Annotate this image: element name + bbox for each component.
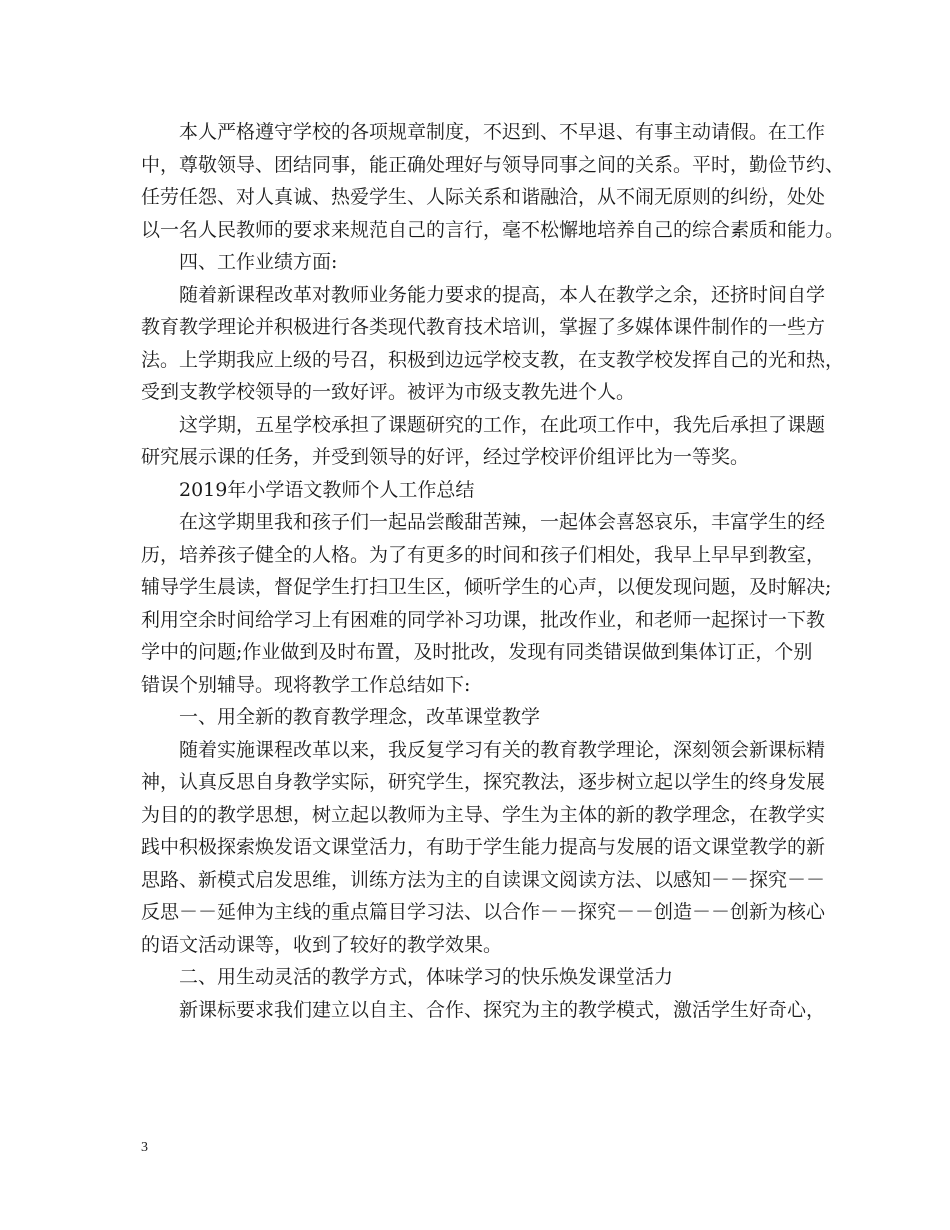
section-heading: 二、用生动灵活的教学方式，体味学习的快乐焕发课堂活力 [141,966,674,988]
section-heading: 四、工作业绩方面: [141,251,338,273]
text-line: 在这学期里我和孩子们一起品尝酸甜苦辣，一起体会喜怒哀乐，丰富学生的经 [141,511,826,533]
text-line: 中，尊敬领导、团结同事，能正确处理好与领导同事之间的关系。平时，勤俭节约、 [141,153,845,176]
text-line: 这学期，五星学校承担了课题研究的工作，在此项工作中，我先后承担了课题 [141,413,826,436]
text-line: 的语文活动课等，收到了较好的教学效果。 [141,933,503,956]
text-line: 受到支教学校领导的一致好评。被评为市级支教先进个人。 [141,381,636,403]
text-line: 本人严格遵守学校的各项规章制度，不迟到、不早退、有事主动请假。在工作 [141,121,826,143]
text-line: 学中的问题;作业做到及时布置，及时批改，发现有同类错误做到集体订正，个别 [141,641,813,663]
text-line: 研究展示课的任务，并受到领导的好评，经过学校评价组评比为一等奖。 [141,446,750,468]
text-line: 随着新课程改革对教师业务能力要求的提高，本人在教学之余，还挤时间自学 [141,283,826,306]
text-line: 为目的的教学思想，树立起以教师为主导、学生为主体的新的教学理念，在教学实 [141,803,826,826]
text-line: 随着实施课程改革以来，我反复学习有关的教育教学理论，深刻领会新课标精 [141,738,826,761]
text-line: 辅导学生晨读，督促学生打扫卫生区，倾听学生的心声，以便发现问题，及时解决; [141,576,832,598]
text-line: 历，培养孩子健全的人格。为了有更多的时间和孩子们相处，我早上早早到教室， [141,543,826,566]
document-title: 2019年小学语文教师个人工作总结 [141,478,475,501]
text-line: 践中积极探索焕发语文课堂活力，有助于学生能力提高与发展的语文课堂教学的新 [141,836,826,858]
page-number: 3 [141,1140,148,1155]
document-body [141,116,845,1026]
body-text [141,116,845,1026]
text-line: 新课标要求我们建立以自主、合作、探究为主的教学模式，激活学生好奇心， [141,998,826,1021]
text-line: 任劳任怨、对人真诚、热爱学生、人际关系和谐融洽，从不闹无原则的纠纷，处处 [141,186,826,208]
text-line: 思路、新模式启发思维，训练方法为主的自读课文阅读方法、以感知－－探究－－ [141,868,826,891]
text-line: 反思－－延伸为主线的重点篇目学习法、以合作－－探究－－创造－－创新为核心 [141,901,826,923]
section-heading: 一、用全新的教育教学理念，改革课堂教学 [141,706,541,728]
text-line: 以一名人民教师的要求来规范自己的言行，毫不松懈地培养自己的综合素质和能力。 [141,218,845,241]
text-line: 法。上学期我应上级的号召，积极到边远学校支教，在支教学校发挥自己的光和热， [141,348,845,371]
text-line: 神，认真反思自身教学实际，研究学生，探究教法，逐步树立起以学生的终身发展 [141,771,826,793]
text-line: 利用空余时间给学习上有困难的同学补习功课，批改作业，和老师一起探讨一下教 [141,608,826,631]
text-line: 错误个别辅导。现将教学工作总结如下: [141,673,471,696]
text-line: 教育教学理论并积极进行各类现代教育技术培训，掌握了多媒体课件制作的一些方 [141,316,826,338]
